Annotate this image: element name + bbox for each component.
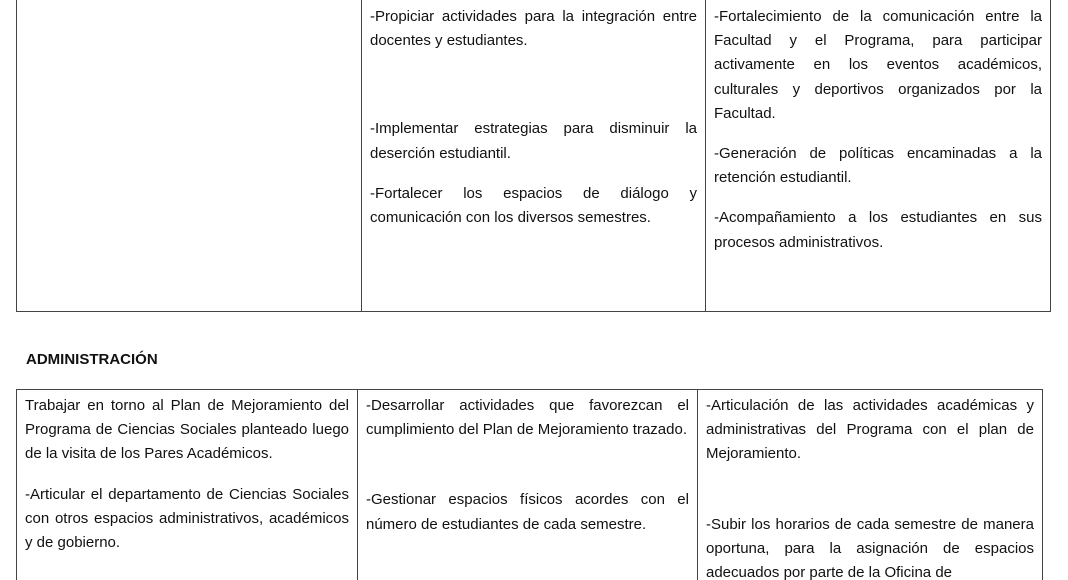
table-cell-col2: [358, 390, 698, 580]
cell-paragraph: -Articular el departamento de Ciencias Sociales con otros espacios administrativos, académicos y de gobierno.: [25, 485, 349, 552]
cell-paragraph: -Articulación de las actividades académicas y administrativas del Programa con el plan de Mejoramiento.: [706, 397, 1034, 463]
cell-paragraph: -Subir los horarios de cada semestre de manera oportuna, para la asignación de espacios adecuados por parte de la Oficina de: [706, 515, 1034, 580]
administration-table: [16, 389, 1043, 580]
table-cell-col2: [362, 0, 706, 312]
cell-paragraph: -Acompañamiento a los estudiantes en sus procesos administrativos.: [714, 209, 1042, 251]
table-cell-col1: [17, 390, 358, 580]
section-heading: ADMINISTRACIÓN: [26, 351, 158, 368]
table-cell-col3: [706, 0, 1051, 312]
cell-paragraph: -Desarrollar actividades que favorezcan el cumplimiento del Plan de Mejoramiento trazado.: [366, 397, 689, 439]
cell-paragraph: -Propiciar actividades para la integración entre docentes y estudiantes.: [370, 8, 697, 50]
cell-paragraph: -Gestionar espacios físicos acordes con el número de estudiantes de cada semestre.: [366, 491, 689, 533]
cell-paragraph: Trabajar en torno al Plan de Mejoramiento del Programa de Ciencias Sociales planteado luego de la visita de los Pares Académicos.: [25, 397, 349, 463]
table-row: [17, 390, 1043, 580]
objectives-table-top: [16, 0, 1051, 312]
cell-paragraph: -Fortalecer los espacios de diálogo y comunicación con los diversos semestres.: [370, 184, 697, 227]
table-row: [17, 0, 1051, 312]
table-cell-col3: [698, 390, 1043, 580]
cell-paragraph: -Fortalecimiento de la comunicación entre la Facultad y el Programa, para participar activamente en los eventos académicos, culturales y deportivos organizados por la Facultad.: [714, 8, 1042, 122]
table-cell-col1: [17, 0, 362, 312]
cell-paragraph: -Generación de políticas encaminadas a la retención estudiantil.: [714, 145, 1042, 187]
cell-paragraph: -Implementar estrategias para disminuir la deserción estudiantil.: [370, 120, 697, 162]
